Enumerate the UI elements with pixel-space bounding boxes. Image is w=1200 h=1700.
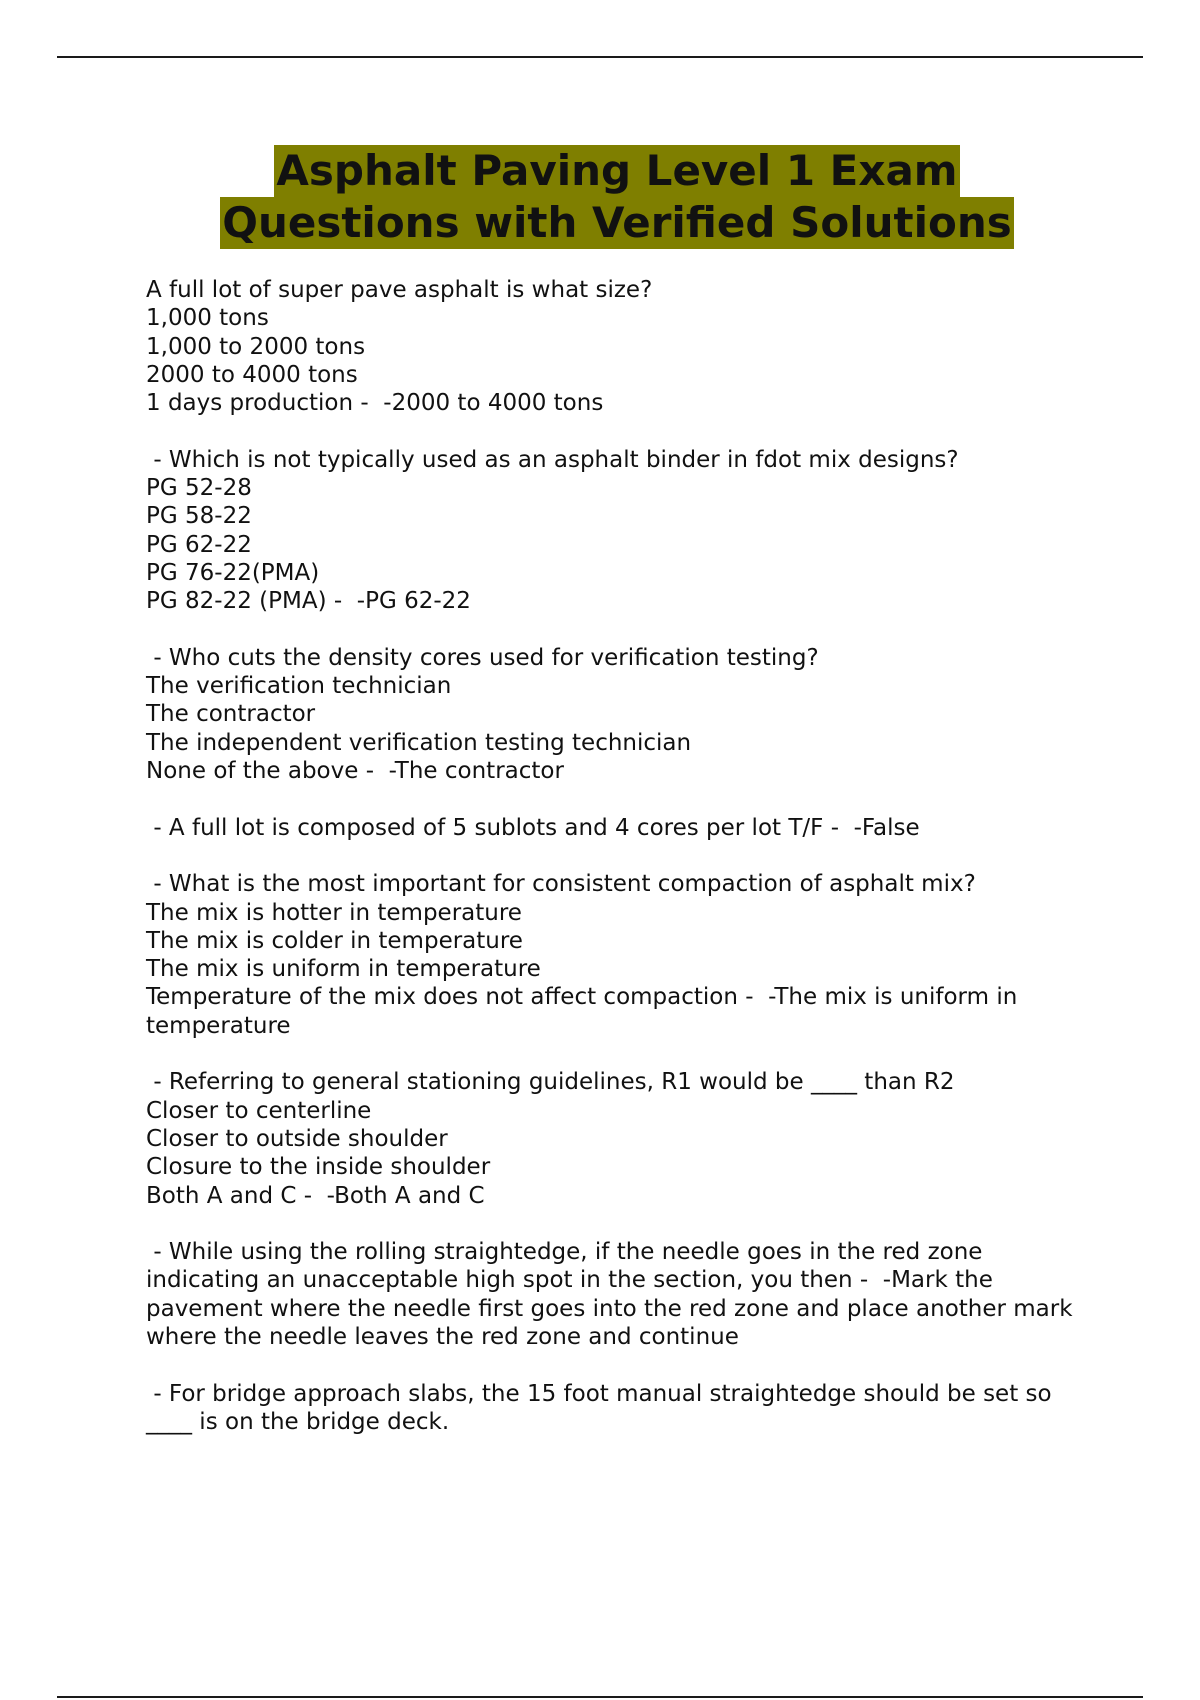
answer-option: 1,000 to 2000 tons [146, 333, 366, 360]
question-text-with-solution: - While using the rolling straightedge, if the needle goes in the red zone indicating an unacceptable high spot in the section, you then - -Mark the pavement where the needle first goes into the red zone and place another mark where the needle leaves the red zone and continue [146, 1239, 1080, 1350]
answer-option: The mix is hotter in temperature [146, 899, 522, 926]
answer-option: The mix is uniform in temperature [146, 956, 541, 983]
question-text: - Which is not typically used as an asphalt binder in fdot mix designs? [146, 446, 959, 473]
question-text: - For bridge approach slabs, the 15 foot manual straightedge should be set so ____ is on the bridge deck. [146, 1380, 1059, 1435]
question-text-with-solution: - A full lot is composed of 5 sublots and 4 cores per lot T/F - -False [146, 814, 920, 841]
answer-option: Closure to the inside shoulder [146, 1154, 491, 1181]
question-text: - What is the most important for consistent compaction of asphalt mix? [146, 871, 976, 898]
answer-option: The contractor [146, 701, 316, 728]
answer-option: PG 58-22 [146, 503, 252, 530]
question-block-2 [146, 446, 1076, 616]
answer-option: The verification technician [146, 673, 452, 700]
title-line-2: Questions with Verified Solutions [222, 198, 1012, 247]
question-block-8 [146, 1380, 1076, 1437]
answer-option: Closer to outside shoulder [146, 1125, 448, 1152]
answer-option: Closer to centerline [146, 1097, 372, 1124]
answer-option: PG 76-22(PMA) [146, 559, 320, 586]
answer-option-with-solution: Temperature of the mix does not affect compaction - -The mix is uniform in temperature [146, 984, 1025, 1039]
answer-option: 2000 to 4000 tons [146, 361, 358, 388]
question-block-6 [146, 1068, 1076, 1209]
question-block-1 [146, 276, 1076, 417]
question-list [146, 276, 1080, 1464]
answer-option-with-solution: Both A and C - -Both A and C [146, 1182, 485, 1209]
question-block-4 [146, 814, 1076, 842]
question-block-3 [146, 644, 1076, 785]
answer-option-with-solution: None of the above - -The contractor [146, 758, 564, 785]
question-text: - Referring to general stationing guidelines, R1 would be ____ than R2 [146, 1069, 955, 1096]
answer-option: The independent verification testing technician [146, 729, 692, 756]
answer-option: PG 52-28 [146, 475, 252, 502]
answer-option-with-solution: PG 82-22 (PMA) - -PG 62-22 [146, 588, 471, 615]
document-title [0, 145, 1200, 249]
title-line-1: Asphalt Paving Level 1 Exam [276, 146, 958, 195]
question-block-7 [146, 1238, 1080, 1351]
answer-option: PG 62-22 [146, 531, 252, 558]
bottom-divider [57, 1696, 1143, 1698]
question-block-5 [146, 870, 1076, 1040]
top-divider [57, 56, 1143, 58]
answer-option: The mix is colder in temperature [146, 927, 523, 954]
answer-option-with-solution: 1 days production - -2000 to 4000 tons [146, 390, 604, 417]
question-text: A full lot of super pave asphalt is what size? [146, 277, 653, 303]
question-text: - Who cuts the density cores used for verification testing? [146, 644, 819, 671]
answer-option: 1,000 tons [146, 305, 269, 332]
